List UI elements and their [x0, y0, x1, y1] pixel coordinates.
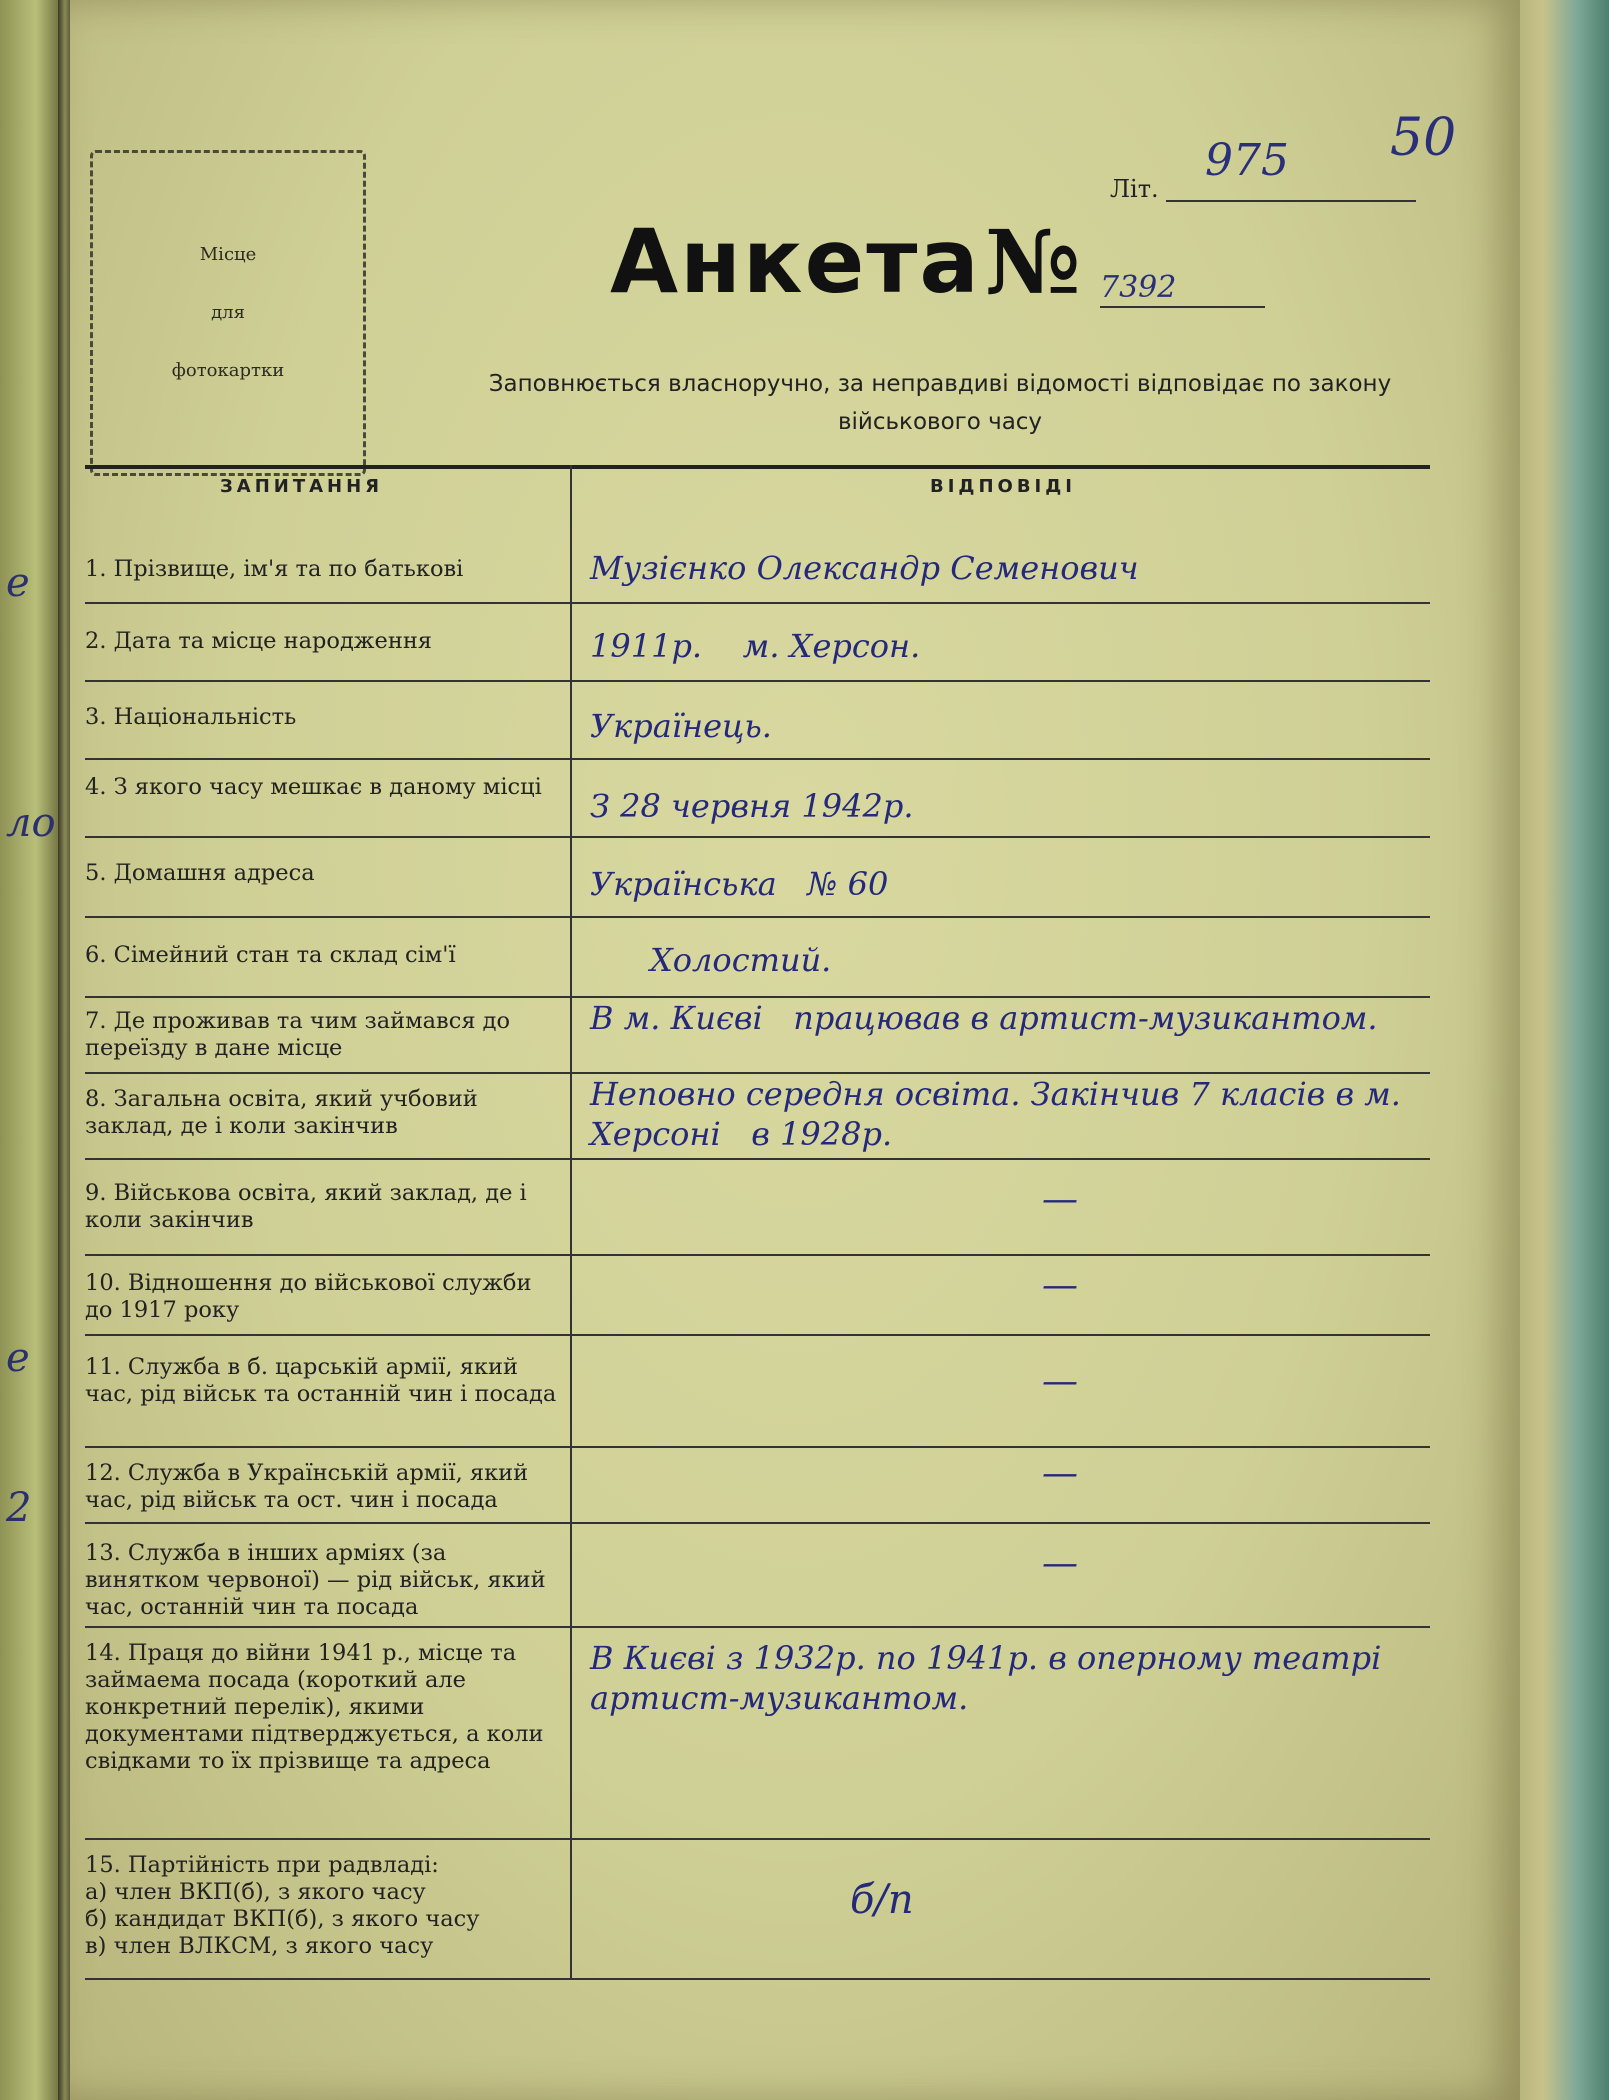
form-row — [85, 1160, 1430, 1256]
left-facing-page — [0, 0, 60, 2100]
answer-value: — — [1042, 1179, 1078, 1220]
question-label: 10. Відношення до військової служби до 1917 року — [85, 1270, 532, 1323]
photo-label-1: Місце — [199, 244, 257, 265]
form-row — [85, 1448, 1430, 1524]
question-label: 15. Партійність при радвладі: а) член ВКП(б), з якого часу б) кандидат ВКП(б), з якого часу в) член ВЛКСМ, з якого часу — [85, 1852, 480, 1959]
form-row — [85, 604, 1430, 682]
instructions-line-2: військового часу — [837, 409, 1043, 435]
header-rule — [85, 465, 1430, 469]
form-row — [85, 682, 1430, 760]
question-label: 7. Де проживав та чим займався до переїзду в дане місце — [85, 1008, 511, 1061]
corner-page-number: 50 — [1390, 108, 1457, 168]
answer-value: Неповно середня освіта. Закінчив 7 класів в м. Херсоні в 1928р. — [590, 1075, 1412, 1153]
answer-value: Музієнко Олександр Семенович — [590, 549, 1139, 587]
question-label: 11. Служба в б. царській армії, який час, рід військ та останній чин і посада — [85, 1354, 557, 1407]
question-label: 9. Військова освіта, який заклад, де і коли закінчив — [85, 1180, 527, 1233]
question-label: 4. З якого часу мешкає в даному місці — [85, 774, 542, 800]
question-label: 8. Загальна освіта, який учбовий заклад, де і коли закінчив — [85, 1086, 478, 1139]
form-row — [85, 760, 1430, 838]
question-label: 5. Домашня адреса — [85, 860, 315, 886]
margin-mark-4: 2 — [6, 1485, 32, 1531]
form-row — [85, 1628, 1430, 1840]
form-title: Анкета — [610, 210, 981, 313]
form-row — [85, 1074, 1430, 1160]
row-line — [85, 1978, 1430, 1980]
answer-value: В м. Києві працював в артист-музикантом. — [590, 999, 1378, 1037]
form-row — [85, 1524, 1430, 1628]
answer-value: З 28 червня 1942р. — [590, 787, 914, 825]
form-row — [85, 540, 1430, 604]
form-number: 7392 — [1100, 270, 1177, 305]
form-number-underline — [1100, 306, 1265, 308]
questions-column-header: ЗАПИТАННЯ — [220, 476, 384, 497]
lit-value: 975 — [1205, 135, 1289, 186]
question-label: 13. Служба в інших арміях (за винятком червоної) — рід військ, який час, останній чин та посада — [85, 1540, 546, 1620]
question-label: 3. Національність — [85, 704, 297, 730]
margin-mark-2: ло — [6, 800, 56, 846]
form-row — [85, 1256, 1430, 1336]
form-row — [85, 998, 1430, 1074]
question-label: 1. Прізвище, ім'я та по батькові — [85, 556, 464, 582]
answer-value: — — [1042, 1543, 1078, 1584]
answer-value: 1911р. м. Херсон. — [590, 627, 921, 665]
answer-value: — — [1042, 1453, 1078, 1494]
form-instructions — [390, 365, 1490, 441]
answer-value: — — [1042, 1265, 1078, 1306]
photo-label-3: фотокартки — [171, 360, 285, 381]
photo-label-2: для — [211, 302, 245, 323]
margin-mark-1: е — [6, 560, 30, 606]
questionnaire-page — [70, 0, 1520, 2100]
question-label: 14. Праця до війни 1941 р., місце та займаема посада (короткий але конкретний перелік), якими документами підтверджується, а коли свідками то їх прізвище та адреса — [85, 1640, 544, 1774]
form-row — [85, 918, 1430, 998]
answer-value: В Києві з 1932р. по 1941р. в оперному театрі артист-музикантом. — [590, 1639, 1392, 1717]
photo-placeholder — [90, 150, 366, 476]
answer-value: Українець. — [590, 707, 772, 745]
lit-label: Літ. — [1110, 175, 1159, 203]
question-label: 12. Служба в Українській армії, який час, рід військ та ост. чин і посада — [85, 1460, 529, 1513]
answer-value: Українська № 60 — [590, 865, 889, 903]
margin-mark-3: е — [6, 1335, 30, 1381]
instructions-line-1: Заповнюється власноручно, за неправдиві відомості відповідає по закону — [488, 371, 1392, 397]
number-sign: № — [985, 210, 1081, 314]
lit-underline — [1166, 200, 1416, 202]
form-row — [85, 838, 1430, 918]
answer-value: б/п — [850, 1877, 914, 1923]
form-row — [85, 1336, 1430, 1448]
answer-value: Холостий. — [650, 941, 832, 979]
question-label: 2. Дата та місце народження — [85, 628, 433, 654]
question-label: 6. Сімейний стан та склад сім'ї — [85, 942, 456, 968]
form-row — [85, 1840, 1430, 1980]
answers-column-header: ВІДПОВІДІ — [930, 476, 1076, 497]
answer-value: — — [1042, 1361, 1078, 1402]
